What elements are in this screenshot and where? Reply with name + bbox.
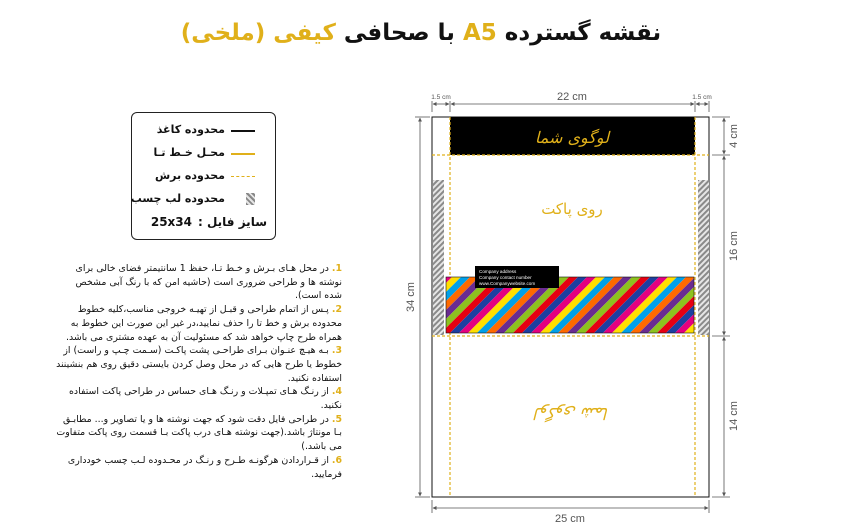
legend-label-paper: محدوده کاغذ bbox=[156, 123, 225, 136]
dim-side-left: 1.5 cm bbox=[431, 94, 451, 101]
rainbow-stripe bbox=[749, 270, 828, 340]
file-size-value: 25x34 bbox=[150, 215, 192, 229]
rainbow-stripe bbox=[731, 270, 810, 340]
contact-number: Company contact number bbox=[479, 275, 532, 280]
note-item: 1. در محل هـای بـرش و خـط تـا، حفظ 1 سانتیمتر فضای خالی برای نوشته ها و طراحی ضروری است (حاشیه امن که با رنگ آبی مشخص شده است). bbox=[75, 263, 342, 302]
rainbow-stripe bbox=[740, 270, 819, 340]
file-size-label: سایز فایل : bbox=[197, 215, 267, 229]
rainbow-stripe bbox=[704, 270, 783, 340]
rainbow-stripe bbox=[758, 270, 837, 340]
dim-front: 16 cm bbox=[728, 231, 740, 261]
note-item: 2. پـس از اتمام طراحی و قبـل از تهیـه خروجی مناسب،کلیه خطوط محدوده برش و خط تا را حذف نمایید،در غیر این صورت این خطوط به همراه طرح چاپ خواهد شد که مسئولیت آن به عهده مشتری می باشد. bbox=[66, 304, 342, 343]
dim-back: 14 cm bbox=[728, 401, 740, 431]
title-part1: نقشه گسترده bbox=[504, 20, 662, 46]
dim-bottom-width: 25 cm bbox=[555, 513, 585, 525]
legend-label-fold: محـل خـط تـا bbox=[153, 146, 225, 159]
note-item: 5. در طراحی فایل دقت شود که جهت نوشته ها و یا تصاویر و... مطابـق بـا مونتاژ باشد.(جهت نوشته هـای درب پاکت بـا قسمت روی پاکت متفاوت می باشد.) bbox=[56, 413, 342, 453]
glue-strip-left bbox=[433, 180, 444, 335]
contact-website: www.Companywebsite.com bbox=[479, 281, 536, 286]
dim-top-width: 22 cm bbox=[557, 91, 587, 103]
dim-height-total: 34 cm bbox=[405, 282, 417, 312]
note-item: 3. بـه هیـچ عنـوان بـرای طراحـی پشت پاکـت (سـمت چـپ و راست) از خطوط یا طرح هایی که در محل وصل کردن بایستی دقیق روی هم بنشینند استفاده نکنید. bbox=[56, 345, 342, 384]
front-label: روی پاکت bbox=[541, 200, 603, 218]
note-item: 6. از قـراردادن هرگونـه طـرح و رنـگ در محـدوده لـب چسب خودداری فرمایید. bbox=[67, 454, 342, 480]
dim-flap: 4 cm bbox=[728, 124, 740, 148]
logo-bottom: لوگوی شما bbox=[534, 404, 610, 423]
note-item: 4. از رنـگ هـای تمپـلات و رنـگ هـای حساس در طراحی پاکت استفاده نکنید. bbox=[69, 386, 342, 412]
logo-top: لوگوی شما bbox=[534, 128, 610, 147]
contact-address: Company address bbox=[479, 269, 517, 274]
glue-strip-right bbox=[698, 180, 709, 335]
title-part3: با صحافی bbox=[343, 20, 455, 46]
legend-label-glue: محدوده لب چسب bbox=[130, 192, 225, 205]
rainbow-band bbox=[380, 270, 837, 340]
title-part4: کیفی (ملخی) bbox=[180, 20, 336, 46]
title-part2: A5 bbox=[462, 20, 497, 46]
rainbow-stripe bbox=[713, 270, 792, 340]
legend-label-trim: محدوده برش bbox=[154, 169, 225, 182]
rainbow-stripe bbox=[722, 270, 801, 340]
dim-side-right: 1.5 cm bbox=[692, 94, 712, 101]
